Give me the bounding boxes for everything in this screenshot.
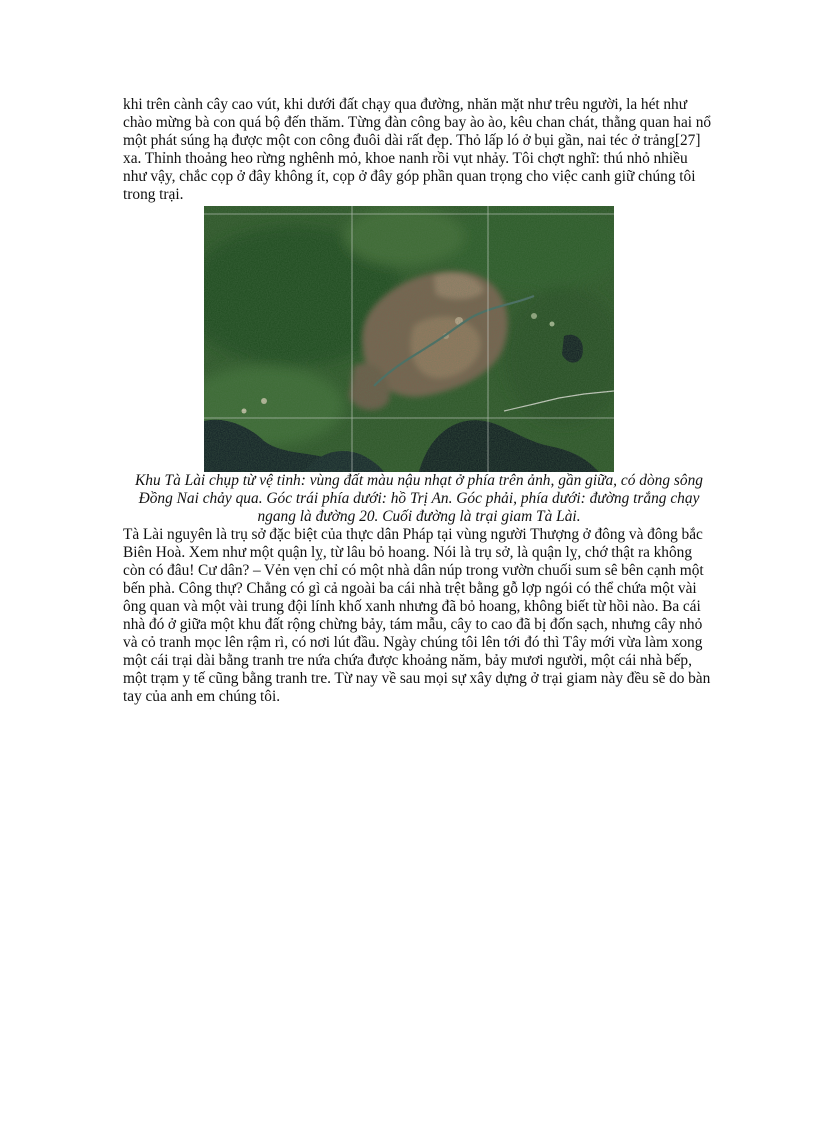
body-paragraph-2: Tà Lài nguyên là trụ sở đặc biệt của thực dân Pháp tại vùng người Thượng ở đông và đông bắc Biên Hoà. Xem như một quận lỵ, từ lâu bỏ hoang. Nói là trụ sở, là quận lỵ, chớ thật ra không còn có đâu! Cư dân? – Vẻn vẹn chỉ có một nhà dân núp trong vườn chuối sum sê bên cạnh một bến phà. Công thự? Chẳng có gì cả ngoài ba cái nhà trệt bằng gỗ lợp ngói có thể chứa một vài ông quan và một vài trung đội lính khố xanh nhưng đã bỏ hoang, không biết từ hồi nào. Ba cái nhà đó ở giữa một khu đất rộng chừng bảy, tám mẫu, cây to cao đã bị đốn sạch, nhưng cây nhỏ và cỏ tranh mọc lên rậm rì, có nơi lút đầu. Ngày chúng tôi lên tới đó thì Tây mới vừa làm xong một cái trại dài bằng tranh tre nứa chứa được khoảng năm, bảy mươi người, một cái nhà bếp, một trạm y tế cũng bằng tranh tre. Từ nay về sau mọi sự xây dựng ở trại giam này đều sẽ do bàn tay của anh em chúng tôi. (123, 526, 711, 705)
figure-caption: Khu Tà Lài chụp từ vệ tinh: vùng đất màu nậu nhạt ở phía trên ảnh, gần giữa, có dòng sông Đồng Nai chảy qua. Góc trái phía dưới: hồ Trị An. Góc phải, phía dưới: đường trắng chạy ngang là đường 20. Cuối đường là trại giam Tà Lài. (135, 472, 703, 525)
satellite-image-ta-lai (204, 206, 614, 472)
satellite-map-graphic (204, 206, 614, 472)
body-paragraph-1: khi trên cành cây cao vút, khi dưới đất chạy qua đường, nhăn mặt như trêu người, la hét như chào mừng bà con quá bộ đến thăm. Từng đàn công bay ào ào, kêu chan chát, thằng quan hai nổ một phát súng hạ được một con công đuôi dài rất đẹp. Thỏ lấp ló ở bụi gần, nai téc ở trảng[27] xa. Thỉnh thoảng heo rừng nghênh mỏ, khoe nanh rồi vụt nhảy. Tôi chợt nghĩ: thú nhỏ nhiều như vậy, chắc cọp ở đây không ít, cọp ở đây góp phần quan trọng cho việc canh giữ chúng tôi trong trại. (123, 96, 712, 203)
